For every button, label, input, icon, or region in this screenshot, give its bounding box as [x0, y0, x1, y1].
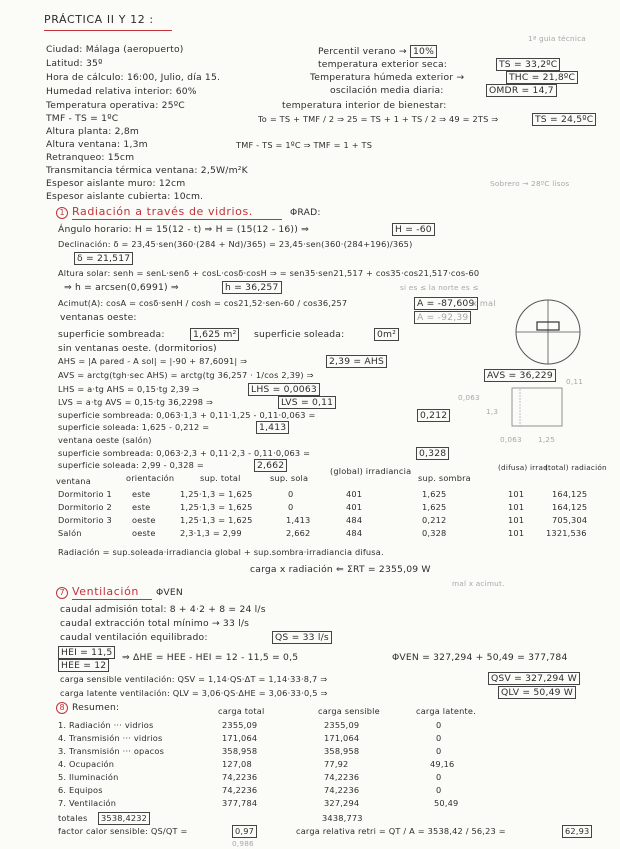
input-line: Espesor aislante muro: 12cm [46, 178, 186, 189]
calc-line: Altura solar: senh = senL·senδ + cosL·cosδ·cosH ⇒ = sen35·sen21,517 + cos35·cos21,517·cos-60 [58, 268, 480, 278]
table-cell: Dormitorio 2 [58, 502, 112, 512]
summary-cell: 50,49 [434, 798, 459, 808]
result-box: 0,328 [416, 447, 449, 460]
summary-cell: 358,958 [222, 746, 258, 756]
table-cell: Dormitorio 1 [58, 489, 112, 499]
calc-line: superficie sombreada: 0,063·1,3 + 0,11·1,25 - 0,11·0,063 = [58, 410, 316, 420]
summary-cell: 377,784 [222, 798, 258, 808]
input-line: Transmitancia térmica ventana: 2,5W/m²K [46, 165, 248, 176]
table-cell: Dormitorio 3 [58, 515, 112, 525]
summary-cell: 5. Iluminación [58, 772, 119, 782]
summary-header: carga sensible [318, 706, 380, 716]
table-cell: 0,212 [422, 515, 447, 525]
table-cell: 401 [346, 502, 363, 512]
section-title: Ventilación [72, 585, 139, 598]
calc-line: LHS = a·tg AHS = 0,15·tg 2,39 ⇒ [58, 384, 200, 394]
calc-line: AVS = arctg(tgh·sec AHS) = arctg(tg 36,257 · 1/cos 2,39) ⇒ [58, 370, 314, 380]
result-box: 0m² [374, 328, 399, 341]
calc-line: caudal extracción total mínimo → 33 l/s [60, 618, 250, 629]
calc-line: LVS = a·tg AVS = 0,15·tg 36,2298 ⇒ [58, 397, 214, 407]
calc-line: superficie soleada: [254, 329, 345, 340]
result-box: QS = 33 l/s [272, 631, 332, 644]
table-cell: 2,3·1,3 = 2,99 [180, 528, 242, 538]
pencil-note: Sobrero → 28ºC lisos [490, 179, 570, 188]
result-box: h = 36,257 [222, 281, 282, 294]
table-cell: 1321,536 [546, 528, 587, 538]
table-cell: este [132, 502, 151, 512]
table-cell: 1,25·1,3 = 1,625 [180, 502, 253, 512]
result-box: LVS = 0,11 [278, 396, 336, 409]
input-line: Altura planta: 2,8m [46, 126, 140, 137]
summary-cell: 3. Transmisión ··· opacos [58, 746, 165, 756]
summary-cell: 4. Ocupación [58, 759, 115, 769]
result-box: AVS = 36,229 [484, 369, 556, 382]
section-number: 8 [56, 702, 68, 714]
table-header: sup. total [200, 473, 241, 483]
table-header: orientación [126, 473, 175, 483]
dry-temp-value: TS = 33,2ºC [496, 58, 560, 71]
pencil-note: si es ≤ la norte es ≤ [400, 283, 479, 292]
summary-cell: 74,2236 [222, 772, 258, 782]
table-cell: 1,25·1,3 = 1,625 [180, 489, 253, 499]
summary-cell: 0 [436, 785, 442, 795]
factor-pencil: 0,986 [232, 839, 254, 848]
table-cell: 0 [288, 502, 294, 512]
interior-temp-label: temperatura interior de bienestar: [282, 100, 447, 111]
summary-header: carga total [218, 706, 265, 716]
summary-cell: 7. Ventilación [58, 798, 117, 808]
summary-cell: 2355,09 [222, 720, 258, 730]
page-title: PRÁCTICA II Y 12 : [44, 13, 154, 26]
total-box: 3538,4232 [98, 812, 150, 825]
summary-cell: 74,2236 [324, 772, 360, 782]
calc-line: AHS = |A pared - A sol| = |-90 + 87,6091| ⇒ [58, 356, 248, 366]
summary-cell: 4. Transmisión ··· vidrios [58, 733, 163, 743]
calc-line: Declinación: δ = 23,45·sen(360·(284 + Nd)/365) = 23,45·sen(360·(284+196)/365) [58, 239, 413, 249]
section-qven: ΦVEN [156, 587, 183, 598]
summary-cell: 1. Radiación ··· vidrios [58, 720, 154, 730]
calc-line: caudal ventilación equilibrado: [60, 632, 208, 643]
input-line: Humedad relativa interior: 60% [46, 86, 197, 97]
section-title: Resumen: [72, 702, 120, 713]
result-box: A = -87,609 [414, 297, 478, 310]
total-sensible: 3438,773 [322, 813, 363, 823]
percentile-value: 10% [410, 45, 437, 58]
table-cell: 164,125 [552, 489, 588, 499]
daily-osc-value: OMDR = 14,7 [486, 84, 557, 97]
margin-note: 1ª guia técnica [528, 34, 586, 43]
table-header: sup. sombra [418, 473, 471, 483]
table-cell: 0,328 [422, 528, 447, 538]
summary-cell: 77,92 [324, 759, 349, 769]
table-cell: 1,625 [422, 489, 447, 499]
table-cell: 101 [508, 502, 525, 512]
result-box: QSV = 327,294 W [488, 672, 580, 685]
factor-label: factor calor sensible: QS/QT = [58, 826, 188, 836]
table-cell: 1,25·1,3 = 1,625 [180, 515, 253, 525]
result-box: A = -92,39 [414, 311, 471, 324]
table-cell: Salón [58, 528, 82, 538]
ts-value: TS = 24,5ºC [532, 113, 596, 126]
table-cell: 705,304 [552, 515, 588, 525]
calc-line: sin ventanas oeste. (dormitorios) [58, 343, 217, 354]
input-line: Retranqueo: 15cm [46, 152, 135, 163]
factor-box: 0,97 [232, 825, 257, 838]
title-underline [44, 30, 172, 31]
table-cell: oeste [132, 515, 156, 525]
summary-cell: 171,064 [222, 733, 258, 743]
summary-cell: 0 [436, 720, 442, 730]
tmf-formula: TMF - TS = 1ºC ⇒ TMF = 1 + TS [236, 140, 373, 150]
calc-line: superficie sombreada: [58, 329, 165, 340]
summary-cell: 74,2236 [324, 785, 360, 795]
radiation-formula: Radiación = sup.soleada·irradiancia global + sup.sombra·irradiancia difusa. [58, 547, 384, 557]
section-number: 1 [56, 207, 68, 219]
dry-temp-label: temperatura exterior seca: [318, 59, 448, 70]
result-box: 0,212 [417, 409, 450, 422]
ratio-label: carga relativa retri = QT / A = 3538,42 / 56,23 = [296, 826, 506, 836]
calc-line: ventanas oeste: [60, 312, 137, 323]
calc-line: ⇒ h = arcsen(0,6991) ⇒ [64, 282, 179, 293]
summary-cell: 2355,09 [324, 720, 360, 730]
table-cell: oeste [132, 528, 156, 538]
table-cell: 101 [508, 489, 525, 499]
table-header: sup. sola [270, 473, 309, 483]
summary-header: carga latente. [416, 706, 476, 716]
daily-osc-label: oscilación media diaria: [330, 85, 444, 96]
sun-position-sketch [510, 292, 590, 372]
calc-line: superficie sombreada: 0,063·2,3 + 0,11·2,3 - 0,11·0,063 = [58, 448, 311, 458]
table-header: ventana [56, 476, 91, 486]
table-cell: este [132, 489, 151, 499]
to-formula: To = TS + TMF / 2 ⇒ 25 = TS + 1 + TS / 2 ⇒ 49 = 2TS ⇒ [258, 114, 499, 124]
summary-cell: 358,958 [324, 746, 360, 756]
result-box: 2,39 = AHS [326, 355, 387, 368]
summary-cell: 49,16 [430, 759, 455, 769]
section-title-underline [72, 219, 282, 220]
summary-cell: 0 [436, 733, 442, 743]
percentile-label: Percentil verano → [318, 46, 407, 57]
result-box: HEE = 12 [58, 659, 109, 672]
result-box: LHS = 0,0063 [248, 383, 320, 396]
input-line: Ciudad: Málaga (aeropuerto) [46, 44, 184, 55]
section-title-underline [72, 599, 152, 600]
input-line: Espesor aislante cubierta: 10cm. [46, 191, 204, 202]
section-number: 7 [56, 587, 68, 599]
calc-line: caudal admisión total: 8 + 4·2 + 8 = 24 l/s [60, 604, 266, 615]
table-cell: 484 [346, 515, 363, 525]
wet-temp-label: Temperatura húmeda exterior → [310, 72, 465, 83]
summary-cell: 327,294 [324, 798, 360, 808]
calc-line: Ángulo horario: H = 15(12 - t) ⇒ H = (15(12 - 16)) ⇒ [58, 224, 310, 235]
table-cell: 484 [346, 528, 363, 538]
result-box: δ = 21,517 [74, 252, 133, 265]
calc-line: superficie soleada: 1,625 - 0,212 = [58, 422, 210, 432]
table-header: (global) irradiancia [330, 466, 412, 476]
table-header: (difusa) irrad. [498, 463, 551, 472]
qven-formula: ΦVEN = 327,294 + 50,49 = 377,784 [392, 652, 568, 663]
pencil-note: mal x acimut. [452, 579, 505, 588]
pencil-note: 0,11 [566, 377, 584, 386]
result-box: 1,625 m² [190, 328, 239, 341]
input-line: Hora de cálculo: 16:00, Julio, día 15. [46, 72, 221, 83]
table-cell: 0 [288, 489, 294, 499]
window-shading-sketch [498, 384, 578, 434]
table-cell: 101 [508, 528, 525, 538]
calc-line: carga latente ventilación: QLV = 3,06·QS·ΔHE = 3,06·33·0,5 ⇒ [60, 688, 328, 698]
result-box: QLV = 50,49 W [498, 686, 576, 699]
table-cell: 401 [346, 489, 363, 499]
pencil-note: 1,3 [486, 407, 499, 416]
pencil-note: 0,063 [458, 393, 480, 402]
pencil-note: x mal [472, 298, 496, 308]
input-line: TMF - TS = 1ºC [46, 113, 119, 124]
table-cell: 2,662 [286, 528, 311, 538]
calc-line: superficie soleada: 2,99 - 0,328 = [58, 460, 204, 470]
pencil-note: 1,25 [538, 435, 556, 444]
pencil-note: 0,063 [500, 435, 522, 444]
result-box: 2,662 [254, 459, 287, 472]
result-box: H = -60 [392, 223, 435, 236]
calc-line: Acimut(A): cosA = cosδ·senH / cosh = cos21,52·sen-60 / cos36,257 [58, 298, 348, 308]
ratio-box: 62,93 [562, 825, 592, 838]
summary-cell: 0 [436, 746, 442, 756]
calc-line: ventana oeste (salón) [58, 435, 152, 445]
result-box: 1,413 [256, 421, 289, 434]
table-cell: 101 [508, 515, 525, 525]
input-line: Temperatura operativa: 25ºC [46, 100, 185, 111]
section-qrad: ΦRAD: [290, 207, 321, 218]
input-line: Altura ventana: 1,3m [46, 139, 148, 150]
load-formula: carga x radiación ⇐ ΣRT = 2355,09 W [250, 564, 431, 575]
table-cell: 1,625 [422, 502, 447, 512]
table-cell: 1,413 [286, 515, 311, 525]
calc-line: carga sensible ventilación: QSV = 1,14·QS·ΔT = 1,14·33·8,7 ⇒ [60, 674, 328, 684]
input-line: Latitud: 35º [46, 58, 103, 69]
result-box: HEI = 11,5 [58, 646, 115, 659]
totals-label: totales [58, 813, 88, 823]
summary-cell: 0 [436, 772, 442, 782]
summary-cell: 171,064 [324, 733, 360, 743]
summary-cell: 6. Equipos [58, 785, 103, 795]
table-cell: 164,125 [552, 502, 588, 512]
ahe-formula: ⇒ ΔHE = HEE - HEI = 12 - 11,5 = 0,5 [122, 652, 299, 663]
summary-cell: 127,08 [222, 759, 252, 769]
wet-temp-value: THC = 21,8ºC [506, 71, 578, 84]
summary-cell: 74,2236 [222, 785, 258, 795]
section-title: Radiación a través de vidrios. [72, 205, 253, 218]
table-header: (total) radiación [545, 463, 607, 472]
